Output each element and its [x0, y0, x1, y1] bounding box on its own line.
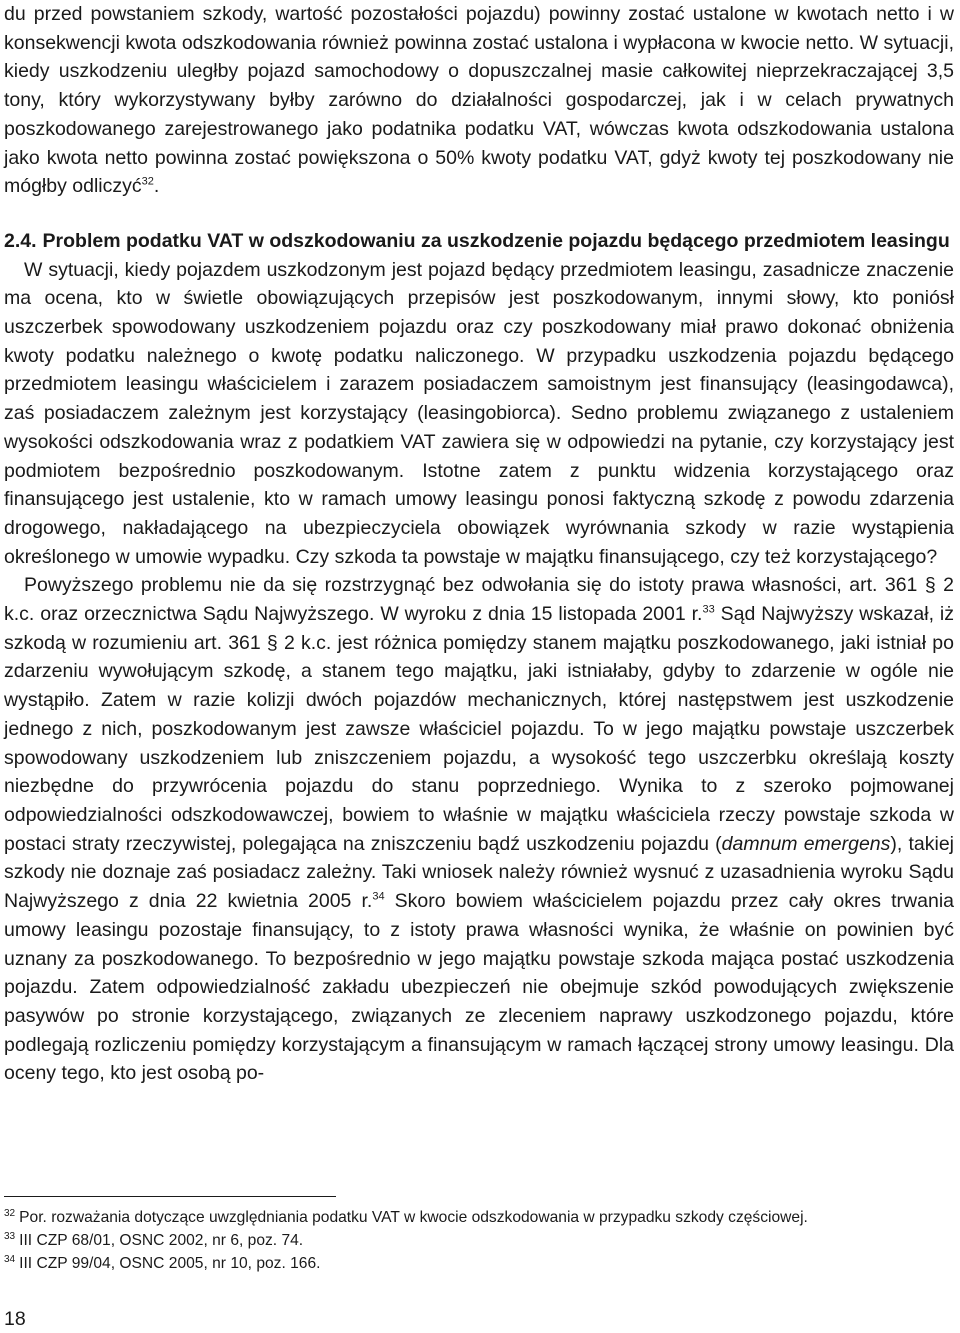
footnote-ref-33[interactable]: 33: [702, 603, 715, 616]
para2-part-b: Sąd Najwyższy wskazał, iż szkodą w rozumieniu art. 361 § 2 k.c. jest różnica pomiędzy stanem majątku poszkodowanego, jaki istniał po zdarzeniu wywołującym szkodę, a stanem tego majątku, jaki istniałaby, gdyby to zdarzenie w ogóle nie wystąpiło. Zatem w razie kolizji dwóch pojazdów mechanicznych, której następstwem jest uszkodzenie jednego z nich, poszkodowanym jest zawsze właściciel pojazdu. To w jego majątku powstaje uszczerbek spowodowany uszkodzeniem lub zniszczeniem pojazdu, a wysokość tego uszczerbku określają koszty niezbędne do przywrócenia pojazdu do stanu poprzedniego. Wynika to z szeroko pojmowanej odpowiedzialności odszkodowawczej, bowiem to właśnie w majątku właściciela rzeczy powstaje szkoda w postaci straty rzeczywistej, polegająca na zniszczeniu bądź uszkodzeniu pojazdu (: [4, 603, 954, 855]
paragraph-2: [4, 571, 954, 1088]
para2-part-d: Skoro bowiem właścicielem pojazdu przez cały okres trwania umowy leasingu pozostaje finansujący, to z istoty prawa własności wynika, że właśnie on powinien być uznany za poszkodowanego. To bezpośrednio w jego majątku powstaje szkoda mająca postać uszkodzenia pojazdu. Zatem odpowiedzialność zakładu ubezpieczeń nie obejmuje szkód powodujących zwiększenie pasywów po stronie korzystającego, związanych ze zleceniem naprawy uszkodzonego pojazdu, które podlegają rozliczeniu pomiędzy korzystającym a finansującym w ramach łączącej strony umowy leasingu. Dla oceny tego, kto jest osobą po-: [4, 890, 954, 1085]
footnote-32: [4, 1206, 954, 1229]
footnote-text: III CZP 68/01, OSNC 2002, nr 6, poz. 74.: [19, 1232, 304, 1249]
intro-text: du przed powstaniem szkody, wartość pozostałości pojazdu) powinny zostać ustalone w kwotach netto i w konsekwencji kwota odszkodowania również powinna zostać ustalona i wypłacona w kwocie netto. W sytuacji, kiedy uszkodzeniu uległby pojazd samochodowy o dopuszczalnej masie całkowitej nieprzekraczającej 3,5 tony, który wykorzystywany byłby zarówno do działalności gospodarczej, jak i w celach prywatnych poszkodowanego zarejestrowanego jako podatnika podatku VAT, wówczas kwota odszkodowania ustalona jako kwota netto powinna zostać powiększona o 50% kwoty podatku VAT, gdyż kwoty tej poszkodowany nie mógłby odliczyć: [4, 3, 954, 198]
footnote-34: [4, 1252, 954, 1275]
intro-end: .: [153, 175, 160, 198]
footnote-text: III CZP 99/04, OSNC 2005, nr 10, poz. 166.: [19, 1255, 321, 1272]
footnote-number: 34: [4, 1253, 16, 1265]
footnote-number: 33: [4, 1230, 16, 1242]
document-page: [4, 0, 954, 1088]
footnotes: [4, 1206, 954, 1275]
intro-paragraph: [4, 0, 954, 201]
footnote-ref-32[interactable]: 32: [141, 175, 154, 188]
latin-term: damnum emergens: [721, 832, 891, 855]
section-number: 2.4.: [4, 229, 37, 252]
section-heading: [4, 227, 954, 256]
section-title: Problem podatku VAT w odszkodowaniu za uszkodzenie pojazdu będącego przedmiotem leasingu: [42, 229, 950, 252]
page-number: 18: [4, 1308, 26, 1330]
footnote-number: 32: [4, 1207, 16, 1219]
para2-part-a: Powyższego problemu nie da się rozstrzygnąć bez odwołania się do istoty prawa własności, art. 361 § 2 k.c. oraz orzecznictwa Sądu Najwyższego. W wyroku z dnia 15 listopada 2001 r.: [4, 574, 954, 626]
paragraph-1: W sytuacji, kiedy pojazdem uszkodzonym jest pojazd będący przedmiotem leasingu, zasadnicze znaczenie ma ocena, kto w świetle obowiązujących przepisów jest poszkodowanym, innymi słowy, kto poniósł uszczerbek spowodowany uszkodzeniem pojazdu oraz czy poszkodowany miał prawo dokonać obniżenia kwoty podatku należnego o kwotę podatku naliczonego. W przypadku uszkodzenia pojazdu będącego przedmiotem leasingu właścicielem i zarazem posiadaczem samoistnym jest finansujący (leasingodawca), zaś posiadaczem zależnym jest korzystający (leasingobiorca). Sedno problemu związanego z ustaleniem wysokości odszkodowania wraz z podatkiem VAT zawiera się w odpowiedzi na pytanie, czy korzystający jest podmiotem bezpośrednio poszkodowanym. Istotne zatem z punktu widzenia korzystającego oraz finansującego jest ustalenie, kto w ramach umowy leasingu ponosi faktyczną szkodę z powodu zdarzenia drogowego, nakładającego na ubezpieczyciela obowiązek wyrównania szkody w razie wystąpienia określonego w umowie wypadku. Czy szkoda ta powstaje w majątku finansującego, czy też korzystającego?: [4, 258, 954, 568]
footnote-text: Por. rozważania dotyczące uwzględniania podatku VAT w kwocie odszkodowania w przypadku szkody częściowej.: [19, 1209, 808, 1226]
para2-part-c: ), takiej szkody nie doznaje zaś posiadacz zależny. Taki wniosek należy również wysnuć z uzasadnienia wyroku Sądu Najwyższego z dnia 22 kwietnia 2005 r.: [4, 832, 954, 913]
footnote-ref-34[interactable]: 34: [372, 890, 385, 903]
footnote-divider: [4, 1196, 336, 1197]
footnote-33: [4, 1229, 954, 1252]
